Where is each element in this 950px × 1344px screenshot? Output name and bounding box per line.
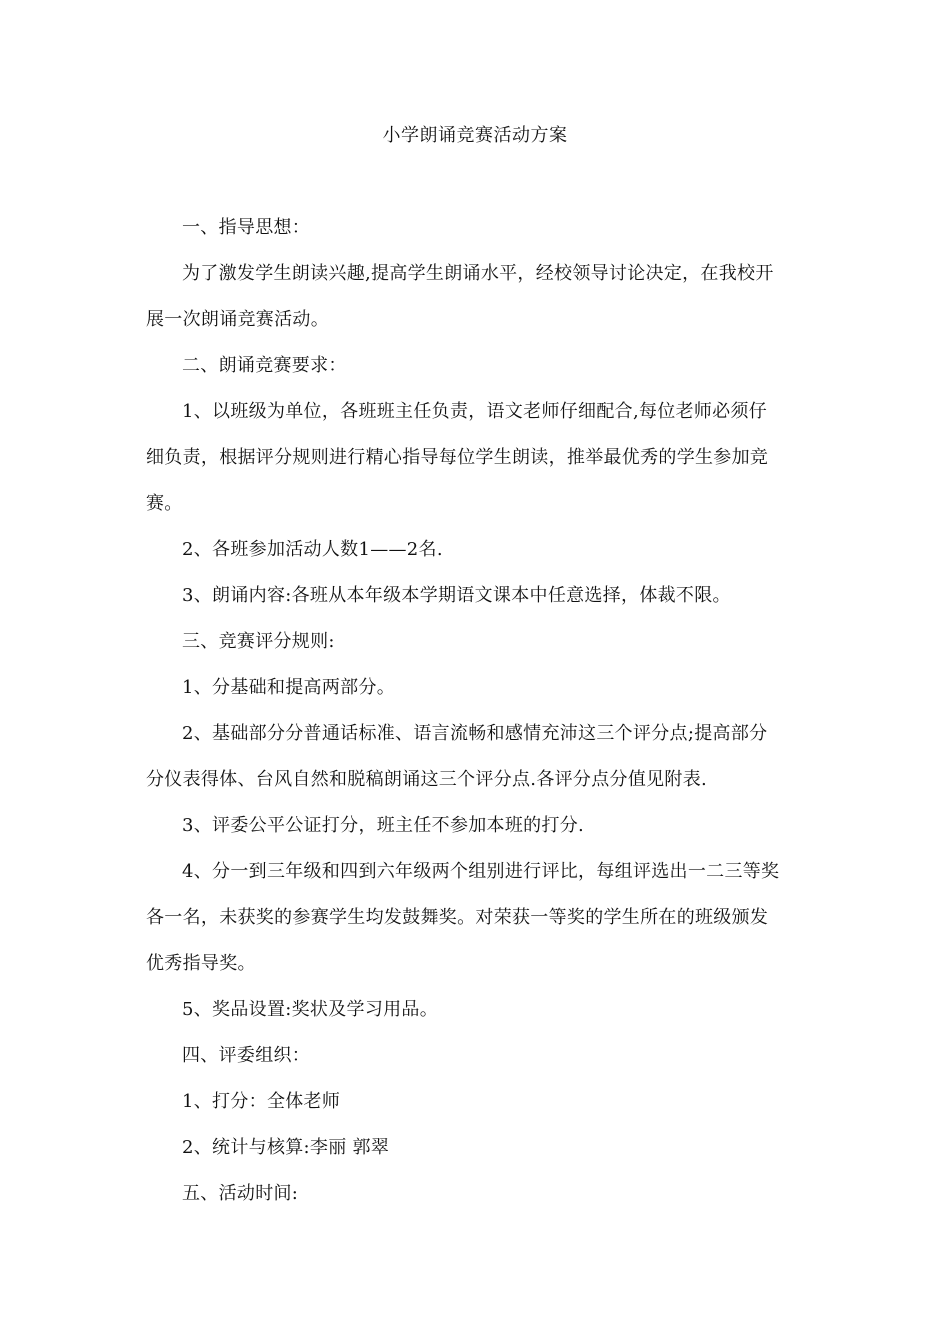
paragraph-line: 3、评委公平公证打分，班主任不参加本班的打分. xyxy=(182,815,585,836)
paragraph-line: 1、以班级为单位，各班班主任负责，语文老师仔细配合,每位老师必须仔 xyxy=(182,401,768,422)
section-heading-4: 四、评委组织： xyxy=(182,1045,311,1066)
paragraph-line: 1、打分：全体老师 xyxy=(182,1091,341,1112)
paragraph-line: 1、分基础和提高两部分。 xyxy=(182,677,396,698)
paragraph-line: 优秀指导奖。 xyxy=(146,953,256,974)
paragraph-line: 为了激发学生朗读兴趣,提高学生朗诵水平，经校领导讨论决定，在我校开 xyxy=(182,263,774,284)
paragraph-line: 赛。 xyxy=(146,493,183,514)
paragraph-line: 3、朗诵内容:各班从本年级本学期语文课本中任意选择，体裁不限。 xyxy=(182,585,731,606)
paragraph-line: 2、各班参加活动人数1——2名. xyxy=(182,539,443,560)
paragraph-line: 各一名，未获奖的参赛学生均发鼓舞奖。对荣获一等奖的学生所在的班级颁发 xyxy=(146,907,769,928)
paragraph-line: 4、分一到三年级和四到六年级两个组别进行评比，每组评选出一二三等奖 xyxy=(182,861,780,882)
paragraph-line: 2、统计与核算:李丽 郭翠 xyxy=(182,1137,390,1158)
section-heading-1: 一、指导思想： xyxy=(182,217,311,238)
paragraph-line: 细负责，根据评分规则进行精心指导每位学生朗读，推举最优秀的学生参加竞 xyxy=(146,447,769,468)
section-heading-3: 三、竞赛评分规则: xyxy=(182,631,335,652)
section-heading-5: 五、活动时间: xyxy=(182,1183,299,1204)
paragraph-line: 分仪表得体、台风自然和脱稿朗诵这三个评分点.各评分点分值见附表. xyxy=(146,769,708,790)
paragraph-line: 展一次朗诵竞赛活动。 xyxy=(146,309,329,330)
paragraph-line: 2、基础部分分普通话标准、语言流畅和感情充沛这三个评分点;提高部分 xyxy=(182,723,768,744)
document-title: 小学朗诵竞赛活动方案 xyxy=(382,125,568,146)
section-heading-2: 二、朗诵竞赛要求： xyxy=(182,355,347,376)
paragraph-line: 5、奖品设置:奖状及学习用品。 xyxy=(182,999,439,1020)
